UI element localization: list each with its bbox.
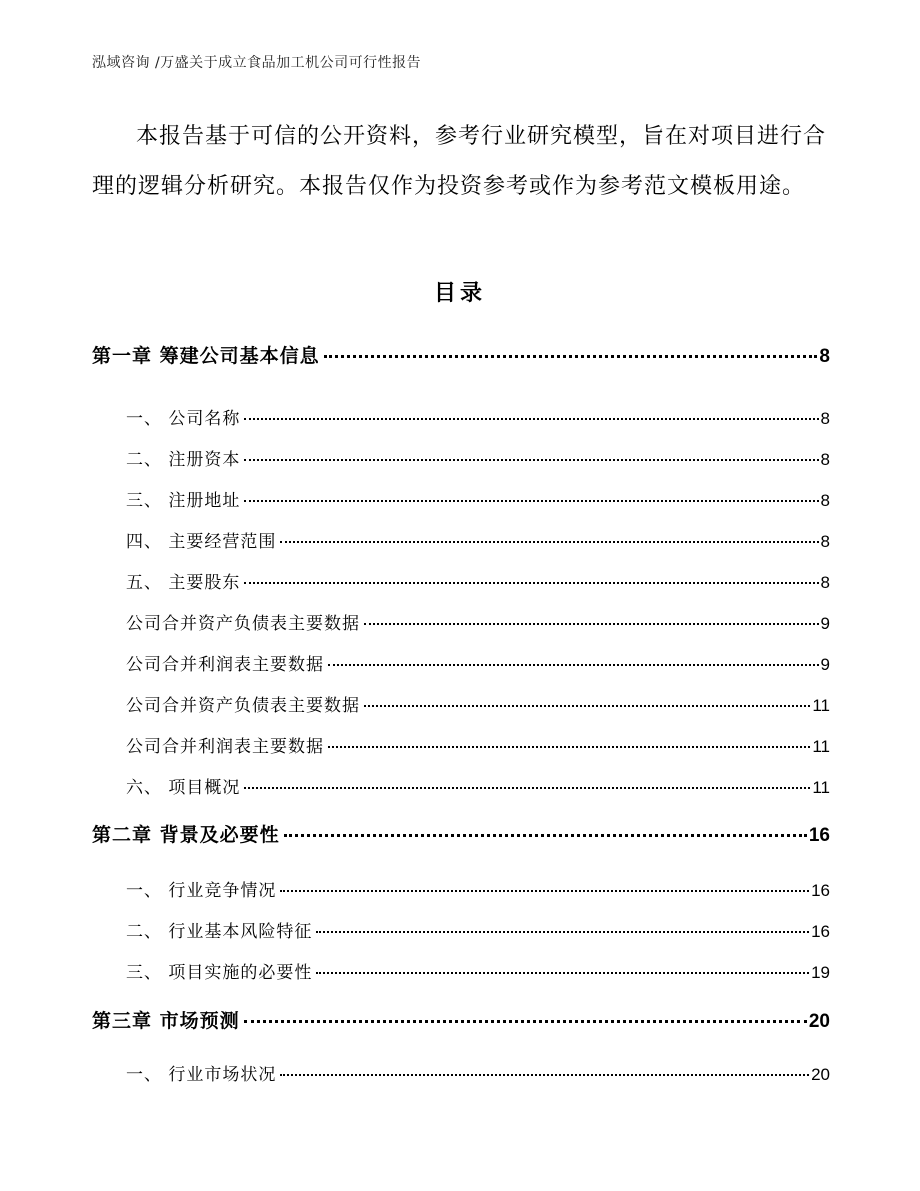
toc-entry-chapter-1[interactable] [92, 341, 830, 368]
toc-dot-leader [280, 1074, 809, 1076]
toc-entry-label: 六、 项目概况 [126, 778, 241, 798]
toc-entry[interactable] [126, 486, 830, 511]
toc-dot-leader [280, 890, 809, 892]
toc-dot-leader [324, 355, 818, 358]
toc-entry[interactable] [126, 1060, 830, 1085]
toc-entry-page: 8 [820, 532, 830, 551]
toc-entry-label: 一、 行业竞争情况 [126, 881, 277, 901]
toc-entry-page: 9 [820, 655, 830, 674]
toc-entry-label: 三、 项目实施的必要性 [126, 963, 313, 983]
toc-entry-label: 二、 行业基本风险特征 [126, 922, 313, 942]
toc-dot-leader [244, 500, 818, 502]
toc-entry-label: 公司合并利润表主要数据 [126, 655, 324, 675]
toc-entry-label: 第三章 市场预测 [92, 1010, 240, 1032]
toc-dot-leader [364, 705, 810, 707]
toc-entry-page: 8 [820, 450, 830, 469]
toc-dot-leader [364, 623, 819, 625]
toc-entry-page: 8 [820, 409, 830, 428]
toc-entry[interactable] [126, 568, 830, 593]
toc-entry[interactable] [126, 445, 830, 470]
toc-dot-leader [244, 1020, 807, 1023]
toc-entry-page: 20 [808, 1011, 830, 1032]
toc-entry-page: 11 [812, 696, 830, 715]
toc-entry-label: 五、 主要股东 [126, 573, 241, 593]
toc-dot-leader [284, 834, 807, 837]
toc-entry-chapter-2[interactable] [92, 820, 830, 847]
toc-entry[interactable] [126, 732, 830, 757]
toc-entry-page: 9 [820, 614, 830, 633]
toc-entry-page: 8 [820, 573, 830, 592]
toc-dot-leader [328, 746, 810, 748]
toc-entry[interactable] [126, 773, 830, 798]
toc-entry-page: 16 [811, 922, 830, 941]
toc-dot-leader [316, 931, 809, 933]
toc-entry-chapter-3[interactable] [92, 1006, 830, 1033]
toc-entry-label: 第二章 背景及必要性 [92, 824, 280, 846]
toc-entry-label: 四、 主要经营范围 [126, 532, 277, 552]
toc-entry-label: 三、 注册地址 [126, 491, 241, 511]
toc-entry-label: 二、 注册资本 [126, 450, 241, 470]
toc-entry[interactable] [126, 609, 830, 634]
toc-entry-page: 8 [820, 491, 830, 510]
toc-entry-page: 16 [811, 881, 830, 900]
toc-entry[interactable] [126, 404, 830, 429]
toc-dot-leader [328, 664, 819, 666]
toc-entry-page: 8 [819, 346, 830, 367]
toc-entry-label: 一、 公司名称 [126, 409, 241, 429]
intro-paragraph: 本报告基于可信的公开资料，参考行业研究模型，旨在对项目进行合理的逻辑分析研究。本报告仅作为投资参考或作为参考范文模板用途。 [92, 124, 827, 199]
toc-entry[interactable] [126, 917, 830, 942]
toc-entry[interactable] [126, 650, 830, 675]
toc-dot-leader [316, 972, 809, 974]
toc-entry-page: 11 [812, 737, 830, 756]
toc-entry-page: 16 [808, 825, 830, 846]
toc-entry-label: 一、 行业市场状况 [126, 1065, 277, 1085]
toc-entry-label: 公司合并资产负债表主要数据 [126, 614, 360, 634]
toc-entry-page: 20 [811, 1065, 830, 1084]
toc-entry-label: 公司合并资产负债表主要数据 [126, 696, 360, 716]
toc-title: 目录 [433, 281, 486, 306]
toc-dot-leader [244, 582, 818, 584]
page-header: 泓域咨询 /万盛关于成立食品加工机公司可行性报告 [92, 55, 422, 71]
toc-dot-leader [280, 541, 818, 543]
toc-entry-label: 第一章 筹建公司基本信息 [92, 345, 320, 367]
toc-entry-label: 公司合并利润表主要数据 [126, 737, 324, 757]
toc-entry[interactable] [126, 876, 830, 901]
toc-entry[interactable] [126, 958, 830, 983]
toc-dot-leader [244, 787, 810, 789]
toc-dot-leader [244, 418, 818, 420]
toc-entry[interactable] [126, 691, 830, 716]
toc-dot-leader [244, 459, 818, 461]
toc-entry[interactable] [126, 527, 830, 552]
toc-entry-page: 19 [811, 963, 830, 982]
toc-entry-page: 11 [812, 778, 830, 797]
